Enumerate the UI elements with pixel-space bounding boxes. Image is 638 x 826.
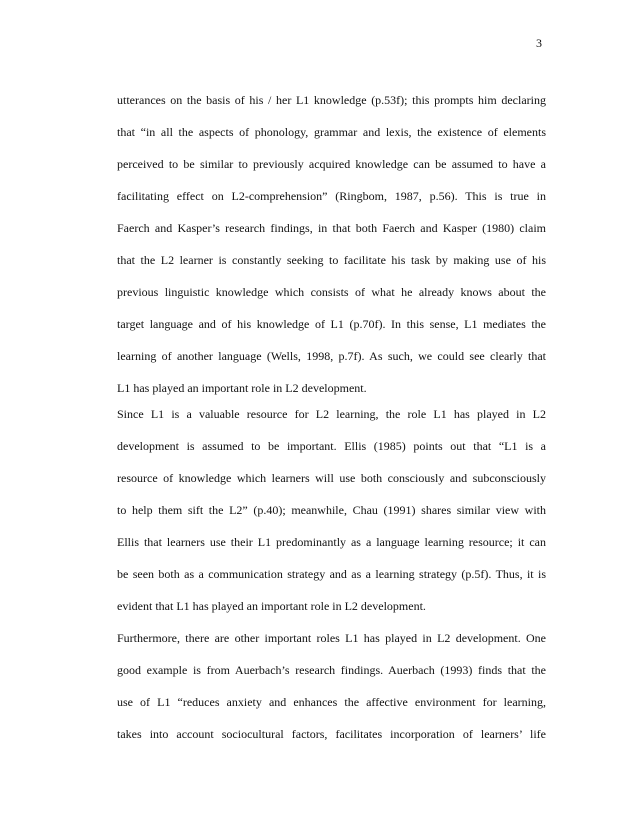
paragraph-line: previous linguistic knowledge which consists of what he already knows about the: [117, 285, 546, 299]
paragraph-line: target language and of his knowledge of L1 (p.70f). In this sense, L1 mediates the: [117, 317, 546, 331]
paragraph-1: [117, 93, 546, 413]
paragraph-line: perceived to be similar to previously acquired knowledge can be assumed to have a: [117, 157, 546, 171]
paragraph-line: evident that L1 has played an important role in L2 development.: [117, 599, 426, 613]
paragraph-line: learning of another language (Wells, 1998, p.7f). As such, we could see clearly that: [117, 349, 546, 363]
paragraph-2: [117, 407, 546, 631]
paragraph-line: development is assumed to be important. Ellis (1985) points out that “L1 is a: [117, 439, 546, 453]
paragraph-line: use of L1 “reduces anxiety and enhances the affective environment for learning,: [117, 695, 546, 709]
paragraph-line: to help them sift the L2” (p.40); meanwhile, Chau (1991) shares similar view with: [117, 503, 546, 517]
paragraph-line: Since L1 is a valuable resource for L2 learning, the role L1 has played in L2: [117, 407, 546, 421]
page-number: 3: [536, 36, 542, 50]
paragraph-line: utterances on the basis of his / her L1 knowledge (p.53f); this prompts him declaring: [117, 93, 546, 107]
paragraph-3: [117, 631, 546, 759]
paragraph-line: Ellis that learners use their L1 predominantly as a language learning resource; it can: [117, 535, 546, 549]
paragraph-line: L1 has played an important role in L2 development.: [117, 381, 367, 395]
paragraph-line: good example is from Auerbach’s research findings. Auerbach (1993) finds that the: [117, 663, 546, 677]
paragraph-line: takes into account sociocultural factors, facilitates incorporation of learners’ life: [117, 727, 546, 741]
paragraph-line: that the L2 learner is constantly seeking to facilitate his task by making use of his: [117, 253, 546, 267]
paragraph-line: facilitating effect on L2-comprehension” (Ringbom, 1987, p.56). This is true in: [117, 189, 546, 203]
paragraph-line: Furthermore, there are other important roles L1 has played in L2 development. One: [117, 631, 546, 645]
paragraph-line: resource of knowledge which learners will use both consciously and subconsciously: [117, 471, 546, 485]
paragraph-line: be seen both as a communication strategy and as a learning strategy (p.5f). Thus, it is: [117, 567, 546, 581]
paragraph-line: Faerch and Kasper’s research findings, in that both Faerch and Kasper (1980) claim: [117, 221, 546, 235]
paragraph-line: that “in all the aspects of phonology, grammar and lexis, the existence of elements: [117, 125, 546, 139]
